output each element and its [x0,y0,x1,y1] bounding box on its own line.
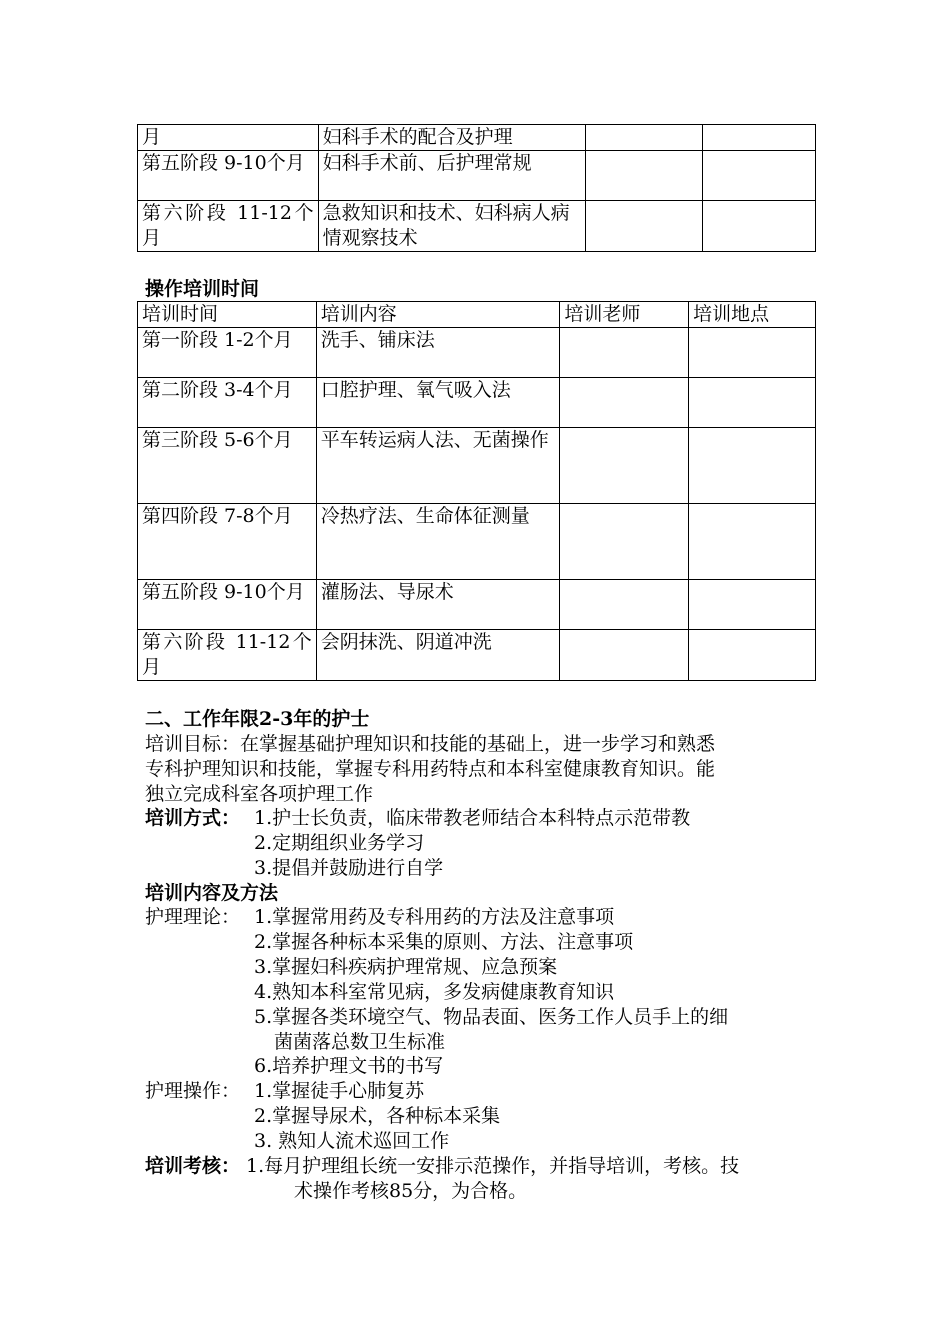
empty-cell [585,151,702,201]
content-cell: 平车转运病人法、无菌操作 [316,428,560,504]
table-row [138,504,816,580]
empty-cell [560,428,689,504]
empty-cell [560,378,689,428]
theory-item: 6.培养护理文书的书写 [254,1055,444,1077]
phase-cell: 第六阶段 11-12个月 [138,630,317,681]
empty-cell [585,125,702,151]
phase-cell: 第六阶段 11-12个月 [138,201,319,252]
goal-text-line: 独立完成科室各项护理工作 [145,783,374,805]
empty-cell [689,630,816,681]
ops-training-title: 操作培训时间 [145,278,260,300]
phase-cell: 第五阶段 9-10个月 [138,580,317,630]
empty-cell [560,504,689,580]
ops-label: 护理操作： [145,1080,241,1102]
phase-cell: 第一阶段 1-2个月 [138,328,317,378]
theory-item-continued: 菌菌落总数卫生标准 [274,1031,446,1053]
empty-cell [689,378,816,428]
exam-label: 培训考核： [145,1155,241,1177]
exam-text-line: 术操作考核85分，为合格。 [294,1180,528,1202]
method-item: 2.定期组织业务学习 [254,832,425,854]
header-cell: 培训地点 [689,302,816,328]
table-row [138,580,816,630]
phase-cell: 月 [138,125,319,151]
content-cell: 灌肠法、导尿术 [316,580,560,630]
empty-cell [689,428,816,504]
table-row [138,151,816,201]
phase-cell: 第五阶段 9-10个月 [138,151,319,201]
theory-item: 5.掌握各类环境空气、物品表面、医务工作人员手上的细 [254,1006,729,1028]
table-row [138,125,816,151]
theory-item: 1.掌握常用药及专科用药的方法及注意事项 [254,906,615,928]
theory-item: 4.熟知本科室常见病，多发病健康教育知识 [254,981,615,1003]
content-method-title: 培训内容及方法 [145,882,279,904]
header-cell: 培训老师 [560,302,689,328]
table-header-row [138,302,816,328]
empty-cell [689,328,816,378]
empty-cell [560,580,689,630]
theory-item: 2.掌握各种标本采集的原则、方法、注意事项 [254,931,634,953]
empty-cell [702,151,815,201]
table-row [138,328,816,378]
empty-cell [560,630,689,681]
ops-item: 1.掌握徒手心肺复苏 [254,1080,425,1102]
empty-cell [689,504,816,580]
table-row [138,428,816,504]
content-cell: 会阴抹洗、阴道冲洗 [316,630,560,681]
content-cell: 口腔护理、氧气吸入法 [316,378,560,428]
content-cell: 冷热疗法、生命体征测量 [316,504,560,580]
content-cell: 妇科手术的配合及护理 [318,125,585,151]
table-row [138,630,816,681]
empty-cell [560,328,689,378]
section-title: 二、工作年限2-3年的护士 [145,708,370,730]
table-row [138,378,816,428]
content-cell: 急救知识和技术、妇科病人病情观察技术 [318,201,585,252]
empty-cell [689,580,816,630]
theory-label: 护理理论： [145,906,241,928]
empty-cell [702,125,815,151]
phase-cell: 第三阶段 5-6个月 [138,428,317,504]
table-row [138,201,816,252]
content-cell: 妇科手术前、后护理常规 [318,151,585,201]
theory-training-table [137,124,816,252]
header-cell: 培训内容 [316,302,560,328]
goal-text-line: 培训目标：在掌握基础护理知识和技能的基础上，进一步学习和熟悉 [145,733,716,755]
method-item: 1.护士长负责，临床带教老师结合本科特点示范带教 [254,807,691,829]
ops-training-table [137,301,816,681]
ops-item: 2.掌握导尿术，各种标本采集 [254,1105,501,1127]
theory-item: 3.掌握妇科疾病护理常规、应急预案 [254,956,558,978]
phase-cell: 第四阶段 7-8个月 [138,504,317,580]
content-cell: 洗手、铺床法 [316,328,560,378]
method-label: 培训方式： [145,807,241,829]
empty-cell [702,201,815,252]
phase-cell: 第二阶段 3-4个月 [138,378,317,428]
empty-cell [585,201,702,252]
exam-text-line: 1.每月护理组长统一安排示范操作，并指导培训，考核。技 [246,1155,740,1177]
goal-text-line: 专科护理知识和技能，掌握专科用药特点和本科室健康教育知识。能 [145,758,716,780]
header-cell: 培训时间 [138,302,317,328]
method-item: 3.提倡并鼓励进行自学 [254,857,444,879]
ops-item: 3. 熟知人流术巡回工作 [254,1130,450,1152]
